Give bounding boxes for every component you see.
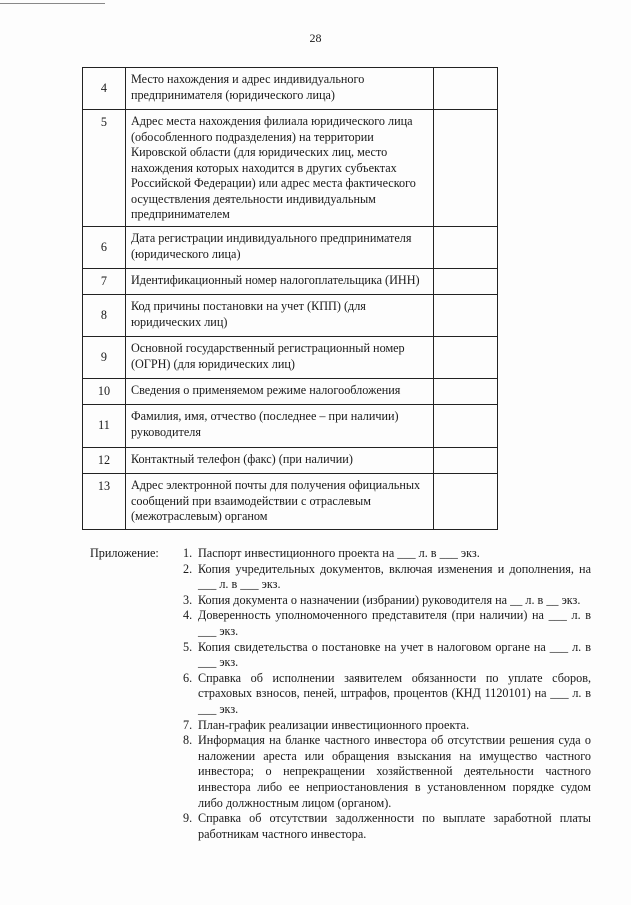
row-number: 12 — [83, 448, 126, 474]
table-row — [83, 405, 498, 448]
list-item-number: 8. — [183, 733, 193, 748]
list-item-number: 3. — [183, 592, 193, 607]
row-number: 6 — [83, 227, 126, 269]
row-number: 5 — [83, 110, 126, 227]
row-value — [434, 448, 498, 474]
row-number: 9 — [83, 337, 126, 379]
row-value — [434, 379, 498, 405]
row-label: Сведения о применяемом режиме налогообложения — [125, 379, 433, 405]
appendix-label: Приложение: — [90, 546, 159, 560]
list-item-number: 9. — [183, 811, 193, 826]
row-value — [434, 269, 498, 295]
list-item-text: Паспорт инвестиционного проекта на ___ л. в ___ экз. — [198, 546, 480, 560]
list-item-number: 7. — [183, 717, 193, 732]
list-item-number: 4. — [183, 608, 193, 623]
list-item — [183, 608, 591, 639]
list-item-number: 1. — [183, 546, 193, 560]
row-number: 7 — [83, 269, 126, 295]
table-row — [83, 379, 498, 405]
row-number: 4 — [83, 68, 126, 110]
page-number: 28 — [309, 31, 322, 45]
row-label: Код причины постановки на учет (КПП) (для юридических лиц) — [125, 295, 433, 337]
list-item-text: Справка об отсутствии задолженности по выплате заработной платы работникам частного инвестора. — [198, 811, 591, 841]
row-number: 8 — [83, 295, 126, 337]
row-value — [434, 295, 498, 337]
list-item — [183, 718, 591, 734]
row-value — [434, 227, 498, 269]
row-label: Место нахождения и адрес индивидуального предпринимателя (юридического лица) — [125, 68, 433, 110]
list-item-text: План-график реализации инвестиционного проекта. — [198, 717, 470, 732]
list-item-number: 5. — [183, 639, 193, 654]
list-item — [183, 733, 591, 811]
list-item-text: Доверенность уполномоченного представителя (при наличии) на ___ л. в ___ экз. — [198, 608, 591, 638]
row-label: Контактный телефон (факс) (при наличии) — [125, 448, 433, 474]
table-row — [83, 474, 498, 530]
list-item — [183, 640, 591, 671]
table-row — [83, 448, 498, 474]
table-row — [83, 227, 498, 269]
row-label: Адрес электронной почты для получения официальных сообщений при взаимодействии с отраслевым (межотраслевым) органом — [125, 474, 433, 530]
row-number: 13 — [83, 474, 126, 530]
table-row — [83, 269, 498, 295]
row-label: Фамилия, имя, отчество (последнее – при наличии) руководителя — [125, 405, 433, 448]
row-label: Адрес места нахождения филиала юридического лица (обособленного подразделения) на территории Кировской области (для юридических лиц, место нахождения которых находится в других субъектах Российской Федерации) или адрес места фактического осуществления деятельности индивидуальным предпринимателем — [125, 110, 433, 227]
table-row — [83, 110, 498, 227]
row-value — [434, 474, 498, 530]
row-label: Дата регистрации индивидуального предпринимателя (юридического лица) — [125, 227, 433, 269]
row-value — [434, 68, 498, 110]
list-item-text: Копия учредительных документов, включая изменения и дополнения, на ___ л. в ___ экз. — [198, 561, 591, 592]
appendix-list — [183, 546, 591, 842]
row-number: 10 — [83, 379, 126, 405]
list-item-number: 2. — [183, 561, 193, 576]
list-item-number: 6. — [183, 670, 193, 685]
table-row — [83, 295, 498, 337]
list-item-text: Справка об исполнении заявителем обязанности по уплате сборов, страховых взносов, пеней, штрафов, процентов (КНД 1120101) на ___ л. в ___ экз. — [198, 670, 591, 716]
row-label: Основной государственный регистрационный номер (ОГРН) (для юридических лиц) — [125, 337, 433, 379]
list-item-text: Копия свидетельства о постановке на учет в налоговом органе на ___ л. в ___ экз. — [198, 639, 591, 670]
list-item-text: Копия документа о назначении (избрании) руководителя на __ л. в __ экз. — [198, 592, 581, 607]
list-item — [183, 671, 591, 718]
row-value — [434, 405, 498, 448]
list-item — [183, 562, 591, 593]
list-item — [183, 593, 591, 609]
list-item — [183, 811, 591, 842]
top-rule — [0, 3, 105, 4]
list-item-text: Информация на бланке частного инвестора об отсутствии решения суда о наложении ареста или обращения взыскания на имущество частного инвестора; о непрекращении хозяйственной деятельности частного инвестора либо ее неприостановления в установленном порядке судом либо должностным лицом (органом). — [198, 733, 591, 810]
info-table — [82, 67, 498, 530]
row-value — [434, 110, 498, 227]
table-row — [83, 68, 498, 110]
table-row — [83, 337, 498, 379]
row-number: 11 — [83, 405, 126, 448]
row-value — [434, 337, 498, 379]
list-item — [183, 546, 591, 562]
row-label: Идентификационный номер налогоплательщика (ИНН) — [125, 269, 433, 295]
